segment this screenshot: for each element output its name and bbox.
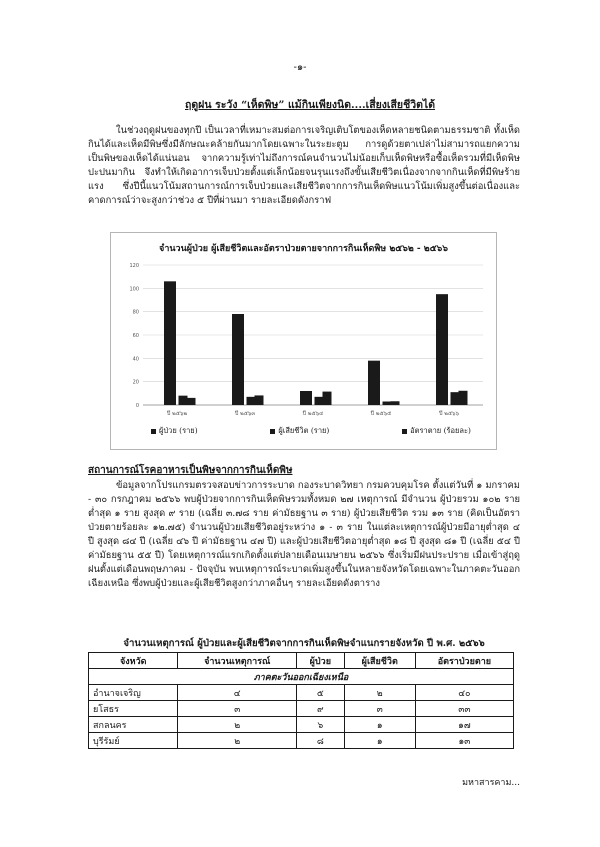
cell-events: ๒ — [178, 717, 296, 733]
cell-events: ๒ — [178, 733, 296, 749]
bar-deaths — [315, 397, 324, 405]
bar-cfr — [255, 395, 264, 405]
table-row — [89, 701, 514, 717]
cell-patients: ๙ — [296, 701, 344, 717]
bar-patients — [368, 361, 380, 405]
bar-cfr — [187, 398, 196, 405]
bar-chart — [110, 232, 497, 450]
header-events: จำนวนเหตุการณ์ — [178, 653, 296, 669]
x-tick-label: ปี ๒๕๖๖ — [438, 411, 460, 417]
legend-item-cfr — [402, 425, 471, 437]
cell-cfr: ๓๓ — [415, 701, 513, 717]
x-tick-label: ปี ๒๕๖๔ — [302, 411, 324, 417]
bar-deaths — [247, 397, 256, 405]
cell-events: ๓ — [178, 701, 296, 717]
legend-label: ผู้เสียชีวิต (ราย) — [278, 426, 330, 435]
legend-item-patients — [151, 425, 198, 437]
legend-swatch — [402, 429, 407, 434]
x-tick-label: ปี ๒๕๖๒ — [166, 411, 188, 417]
bar-cfr — [459, 391, 468, 405]
bar-patients — [232, 314, 244, 405]
cell-cfr: ๑๓ — [415, 733, 513, 749]
y-tick-label: 0 — [135, 403, 139, 409]
cell-deaths: ๓ — [344, 701, 415, 717]
section-heading: สถานการณ์โรคอาหารเป็นพิษจากการกินเห็ดพิษ — [88, 465, 293, 476]
region-row — [89, 669, 514, 685]
province-table — [88, 652, 514, 749]
chart-title: จำนวนผู้ป่วย ผู้เสียชีวิตและอัตราป่วยตายจากการกินเห็ดพิษ ๒๕๖๒ - ๒๕๖๖ — [159, 244, 448, 254]
region-label: ภาคตะวันออกเฉียงเหนือ — [89, 669, 514, 685]
legend-label: อัตราตาย (ร้อยละ) — [410, 426, 471, 435]
cell-province: ยโสธร — [89, 701, 178, 717]
table-row — [89, 733, 514, 749]
header-deaths: ผู้เสียชีวิต — [344, 653, 415, 669]
situation-paragraph: ข้อมูลจากโปรแกรมตรวจสอบข่าวการระบาด กองระบาดวิทยา กรมควบคุมโรค ตั้งแต่วันที่ ๑ มกราคม - ๓๐ กรกฎาคม ๒๕๖๖ พบผู้ป่วยจากการกินเห็ดพิษรวมทั้งหมด ๒๗ เหตุการณ์ มีจำนวน ผู้ป่วยรวม ๑๐๒ ราย ต่ำสุด ๑ ราย สูงสุด ๙ ราย (เฉลี่ย ๓.๗๘ ราย ค่ามัธยฐาน ๓ ราย) ผู้ป่วยเสียชีวิต รวม ๑๓ ราย (คิดเป็นอัตราป่วยตายร้อยละ ๑๒.๗๕) จำนวนผู้ป่วยเสียชีวิตอยู่ระหว่าง ๑ - ๓ ราย ในแต่ละเหตุการณ์ผู้ป่วยมีอายุต่ำสุด ๔ ปี สูงสุด ๘๔ ปี (เฉลี่ย ๔๖ ปี ค่ามัธยฐาน ๔๗ ปี) และผู้ป่วยเสียชีวิตอายุต่ำสุด ๑๘ ปี สูงสุด ๘๑ ปี (เฉลี่ย ๕๔ ปี ค่ามัธยฐาน ๕๕ ปี) โดยเหตุการณ์แรกเกิดตั้งแต่ปลายเดือนเมษายน ๒๕๖๖ ซึ่งเริ่มมีฝนประปราย เมื่อเข้าสู่ฤดูฝนตั้งแต่เดือนพฤษภาคม - ปัจจุบัน พบเหตุการณ์ระบาดเพิ่มสูงขึ้นในหลายจังหวัดโดยเฉพาะในภาคตะวันออกเฉียงเหนือ ซึ่งพบผู้ป่วยและผู้เสียชีวิตสูงกว่าภาคอื่นๆ รายละเอียดดังตาราง — [88, 480, 520, 589]
header-province: จังหวัด — [89, 653, 178, 669]
header-patients: ผู้ป่วย — [296, 653, 344, 669]
legend-label: ผู้ป่วย (ราย) — [159, 426, 198, 435]
cell-cfr: ๔๐ — [415, 685, 513, 701]
cell-province: สกลนคร — [89, 717, 178, 733]
x-tick-label: ปี ๒๕๖๕ — [370, 411, 392, 417]
legend-swatch — [270, 429, 275, 434]
bar-deaths — [179, 396, 188, 405]
cell-cfr: ๑๗ — [415, 717, 513, 733]
legend-item-deaths — [270, 425, 329, 437]
chart-legend — [151, 425, 471, 437]
cell-deaths: ๑ — [344, 733, 415, 749]
x-tick-label: ปี ๒๕๖๓ — [234, 411, 256, 417]
y-tick-label: 60 — [132, 333, 139, 339]
cell-deaths: ๑ — [344, 717, 415, 733]
y-tick-label: 40 — [132, 356, 139, 363]
table-row — [89, 685, 514, 701]
table-header-row — [89, 653, 514, 669]
cell-province: บุรีรัมย์ — [89, 733, 178, 749]
page-number: -๑- — [293, 62, 307, 73]
table-row — [89, 717, 514, 733]
y-tick-label: 100 — [129, 286, 139, 293]
continued-text: มหาสารคาม... — [462, 778, 520, 788]
cell-patients: ๘ — [296, 733, 344, 749]
table-title: จำนวนเหตุการณ์ ผู้ป่วยและผู้เสียชีวิตจากการกินเห็ดพิษจำแนกรายจังหวัด ปี พ.ศ. ๒๕๖๖ — [123, 638, 485, 649]
bar-patients — [436, 294, 448, 405]
bar-cfr — [323, 392, 332, 405]
document-title: ฤดูฝน ระวัง “เห็ดพิษ” แม้กินเพียงนิด....เสี่ยงเสียชีวิตได้ — [184, 99, 436, 111]
y-tick-label: 80 — [132, 309, 139, 316]
cell-events: ๔ — [178, 685, 296, 701]
bar-patients — [164, 281, 176, 405]
cell-patients: ๖ — [296, 717, 344, 733]
bar-deaths — [451, 392, 460, 405]
bar-patients — [300, 391, 312, 405]
cell-patients: ๕ — [296, 685, 344, 701]
cell-province: อำนาจเจริญ — [89, 685, 178, 701]
y-tick-label: 20 — [132, 379, 139, 386]
header-cfr: อัตราป่วยตาย — [415, 653, 513, 669]
bar-cfr — [391, 401, 400, 405]
bar-deaths — [383, 402, 392, 406]
chart-canvas — [111, 233, 496, 449]
cell-deaths: ๒ — [344, 685, 415, 701]
legend-swatch — [151, 429, 156, 434]
intro-paragraph: ในช่วงฤดูฝนของทุกปี เป็นเวลาที่เหมาะสมต่อการเจริญเติบโตของเห็ดหลายชนิดตามธรรมชาติ ทั้งเห็ดกินได้และเห็ดมีพิษซึ่งมีลักษณะคล้ายกันมากโดยเฉพาะในระยะตูม การดูด้วยตาเปล่าไม่สามารถแยกความเป็นพิษของเห็ดได้แน่นอน จากความรู้เท่าไม่ถึงการณ์คนจำนวนไม่น้อยเก็บเห็ดพิษหรือซื้อเห็ดรวมที่มีเห็ดพิษปะปนมากิน จึงทำให้เกิดอาการเจ็บป่วยตั้งแต่เล็กน้อยจนรุนแรงถึงขั้นเสียชีวิตเนื่องจากจากกินเห็ดที่มีพิษร้ายแรง ซึ่งปีนี้แนวโน้มสถานการณ์การเจ็บป่วยและเสียชีวิตจากการกินเห็ดพิษแนวโน้มเพิ่มสูงขึ้นต่อเนื่องและคาดการณ์ว่าจะสูงกว่าช่วง ๕ ปีที่ผ่านมา รายละเอียดดังกราฟ — [88, 125, 520, 206]
y-tick-label: 120 — [129, 263, 139, 269]
